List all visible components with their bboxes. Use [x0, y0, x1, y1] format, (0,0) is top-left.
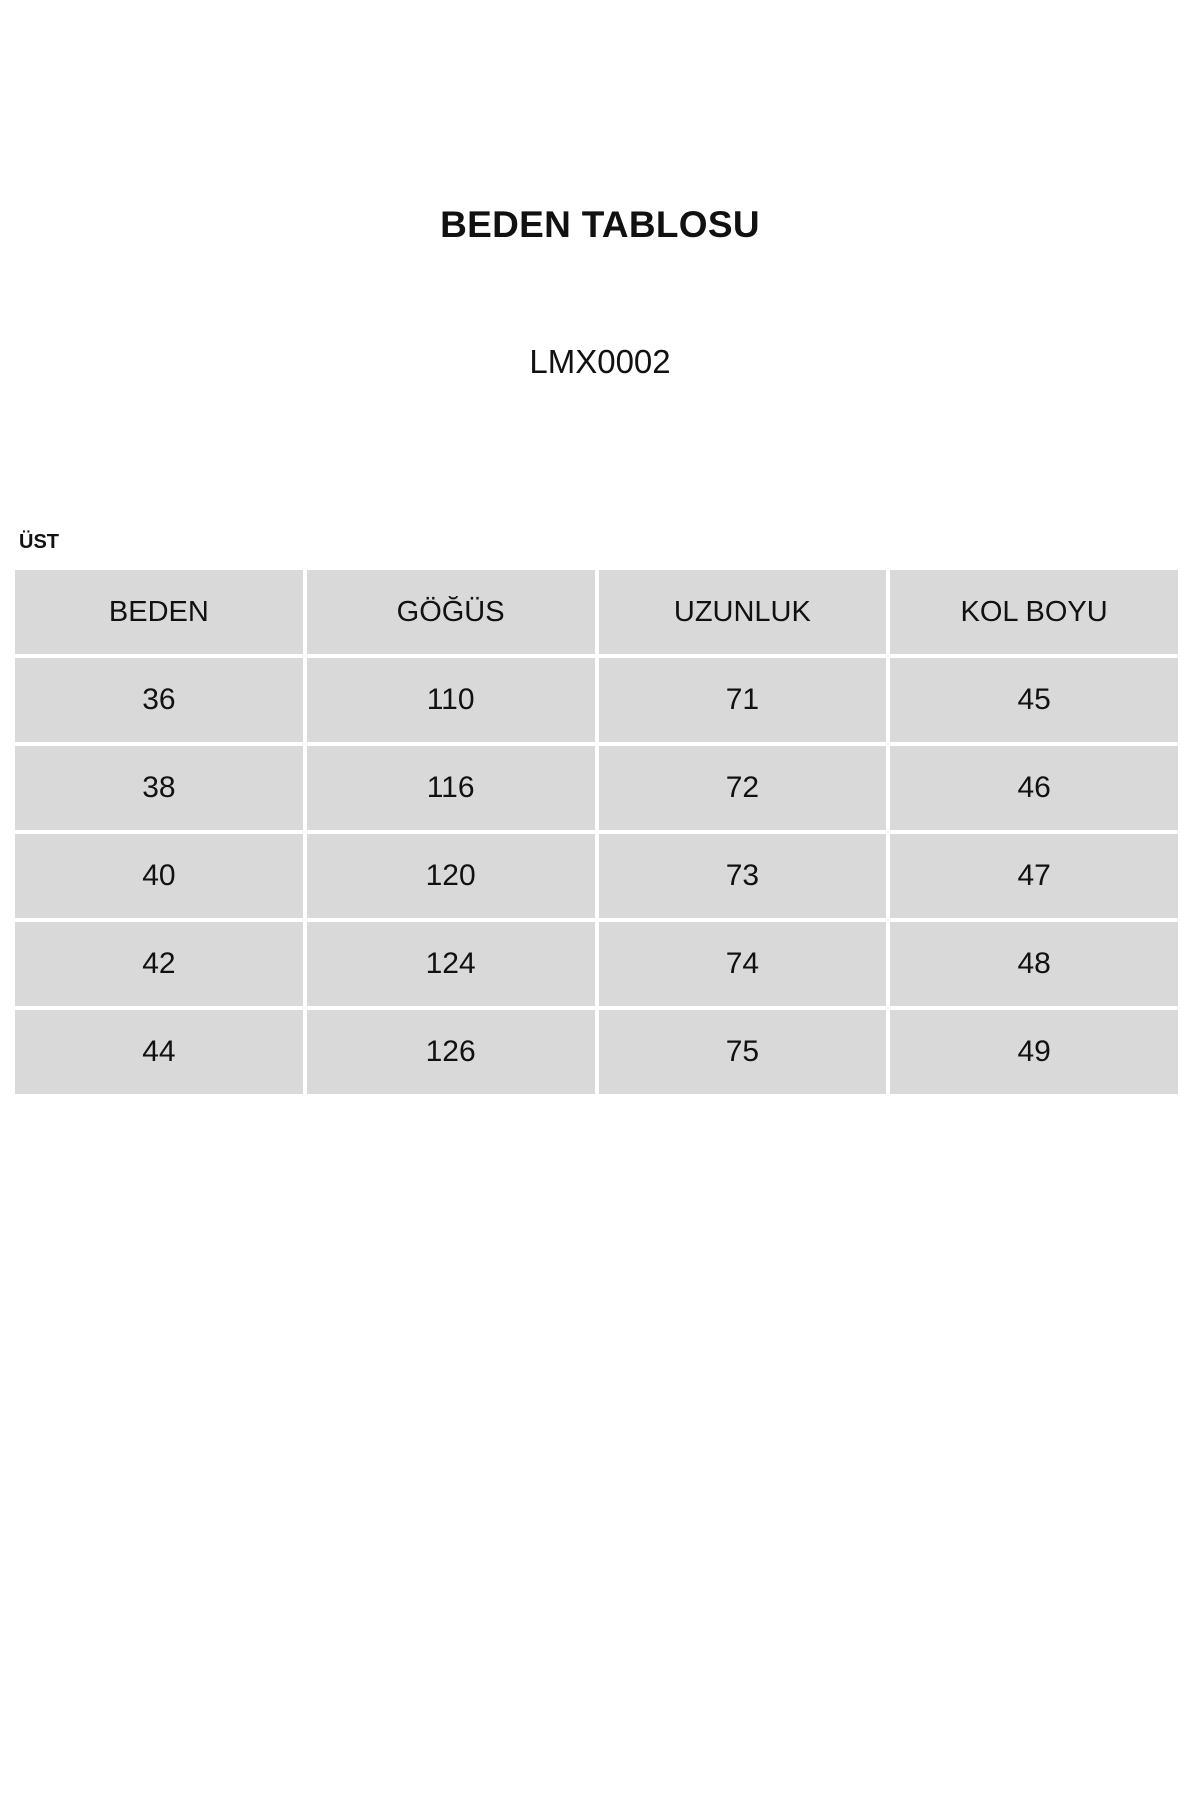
table-cell-beden: 44 [15, 1010, 303, 1094]
table-cell-uzunluk: 75 [599, 1010, 887, 1094]
header-cell-gogus: GÖĞÜS [307, 570, 595, 654]
page-title: BEDEN TABLOSU [440, 204, 760, 245]
table-cell-uzunluk: 71 [599, 658, 887, 742]
table-cell-kol-boyu: 48 [890, 922, 1178, 1006]
table-cell-kol-boyu: 46 [890, 746, 1178, 830]
table-cell-uzunluk: 74 [599, 922, 887, 1006]
table-header-row [15, 570, 1178, 654]
table-cell-gogus: 124 [307, 922, 595, 1006]
table-row [15, 922, 1178, 1006]
table-cell-beden: 36 [15, 658, 303, 742]
table-cell-gogus: 126 [307, 1010, 595, 1094]
table-cell-kol-boyu: 45 [890, 658, 1178, 742]
table-cell-uzunluk: 73 [599, 834, 887, 918]
table-row [15, 746, 1178, 830]
table-cell-kol-boyu: 49 [890, 1010, 1178, 1094]
header-cell-kol-boyu: KOL BOYU [890, 570, 1178, 654]
header-cell-beden: BEDEN [15, 570, 303, 654]
table-cell-beden: 42 [15, 922, 303, 1006]
product-code: LMX0002 [529, 343, 671, 380]
table-cell-gogus: 110 [307, 658, 595, 742]
table-cell-beden: 40 [15, 834, 303, 918]
table-cell-gogus: 116 [307, 746, 595, 830]
table-row [15, 1010, 1178, 1094]
table-cell-kol-boyu: 47 [890, 834, 1178, 918]
table-row [15, 834, 1178, 918]
table-row [15, 658, 1178, 742]
section-label: ÜST [19, 531, 59, 553]
table-cell-uzunluk: 72 [599, 746, 887, 830]
size-table [11, 566, 1182, 1098]
header-cell-uzunluk: UZUNLUK [599, 570, 887, 654]
table-cell-beden: 38 [15, 746, 303, 830]
table-cell-gogus: 120 [307, 834, 595, 918]
